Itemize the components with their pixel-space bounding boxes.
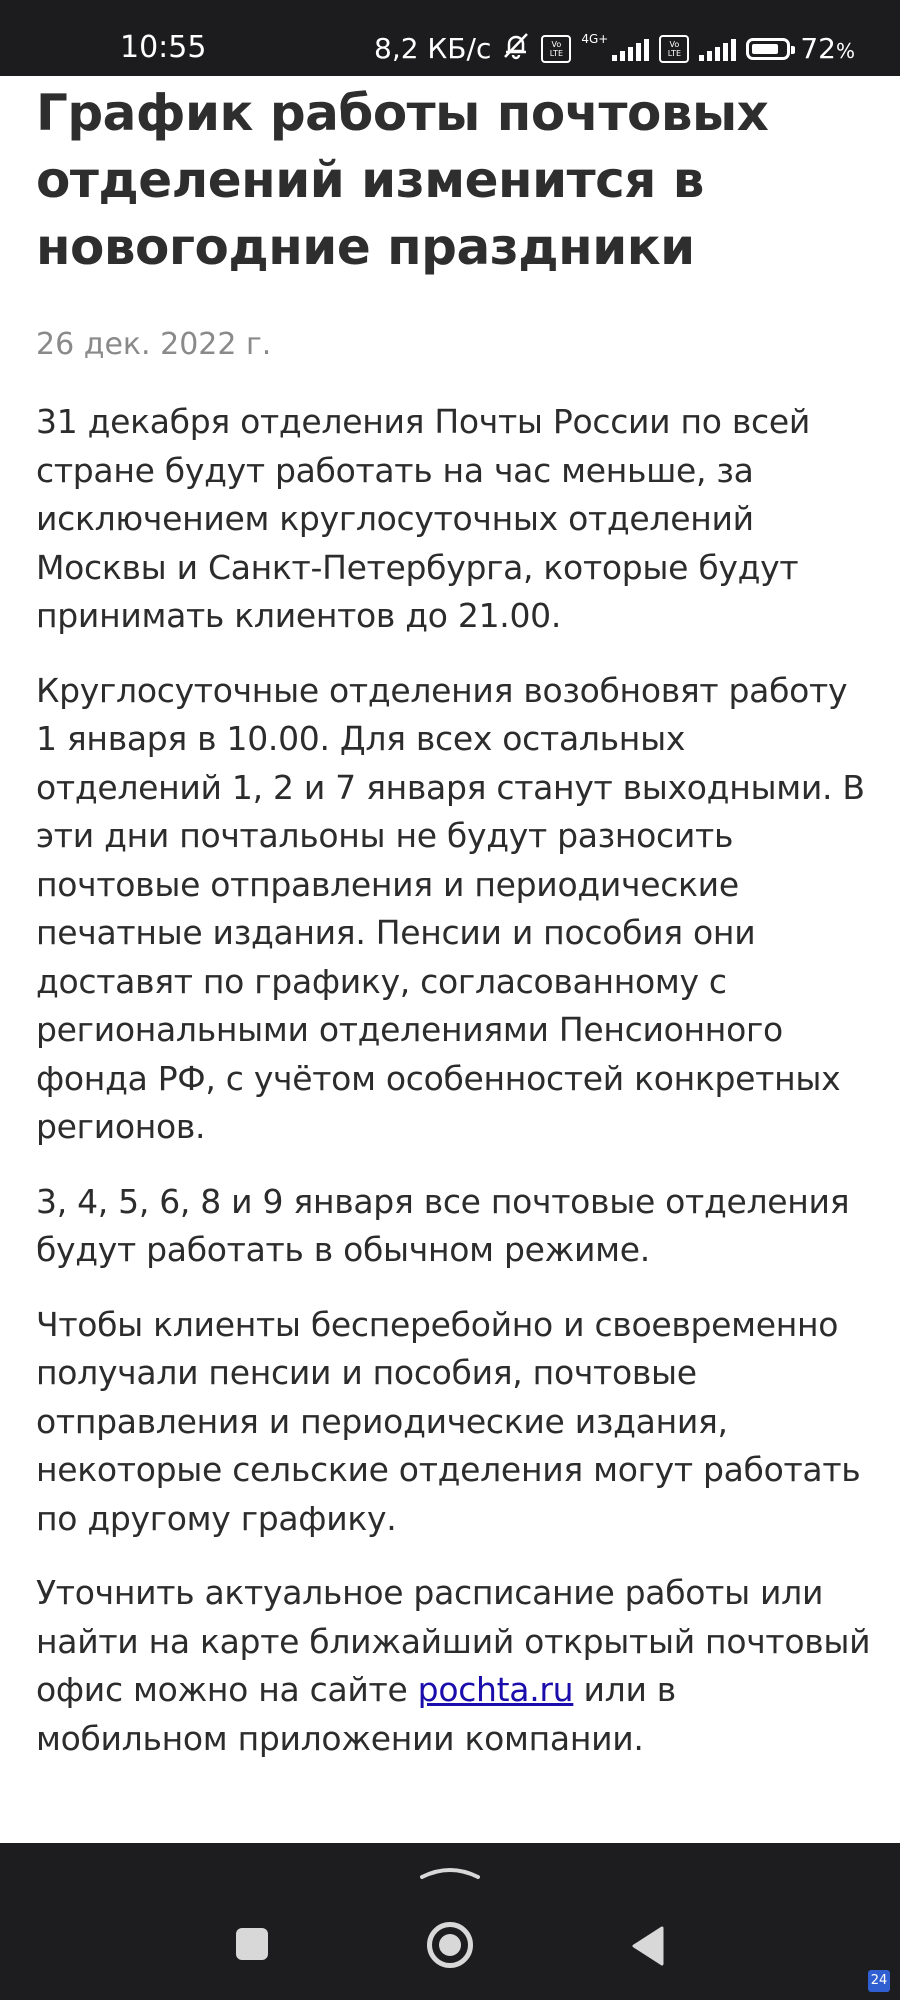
battery-icon bbox=[746, 38, 790, 60]
status-time: 10:55 bbox=[120, 30, 207, 65]
corner-badge: 24 bbox=[868, 1970, 890, 1992]
article-paragraph-last bbox=[36, 1569, 876, 1763]
article bbox=[36, 76, 876, 1763]
article-paragraph: 31 декабря отделения Почты России по всей стране будут работать на час меньше, за исключением круглосуточных отделений Москвы и Санкт-Петербурга, которые будут принимать клиентов до 21.00. bbox=[36, 402, 811, 635]
pochta-link[interactable]: pochta.ru bbox=[417, 1670, 574, 1709]
article-paragraph: Чтобы клиенты бесперебойно и своевременно получали пенсии и пособия, почтовые отправления и периодические издания, некоторые сельские отделения могут работать по другому графику. bbox=[36, 1304, 861, 1538]
paragraph-text: Уточнить актуальное расписание работы или найти на карте ближайший открытый почтовый офис можно на сайте bbox=[36, 1573, 871, 1709]
status-bar bbox=[0, 0, 900, 76]
article-date: 26 дек. 2022 г. bbox=[36, 327, 272, 362]
net-speed: 8,2 КБ/с bbox=[374, 32, 492, 65]
signal-icon bbox=[699, 37, 736, 61]
home-icon[interactable] bbox=[427, 1922, 473, 1968]
back-icon[interactable] bbox=[630, 1926, 664, 1970]
signal-icon bbox=[612, 37, 649, 61]
recent-apps-icon[interactable] bbox=[236, 1928, 268, 1960]
network-type: 4G+ bbox=[581, 31, 609, 46]
battery-level: 72% bbox=[800, 32, 856, 65]
status-indicators bbox=[374, 30, 855, 67]
mute-bell-icon bbox=[501, 30, 531, 67]
chevron-up-icon[interactable] bbox=[420, 1861, 480, 1885]
paragraph-text: или в мобильном приложении компании. bbox=[36, 1670, 676, 1758]
article-title: График работы почтовых отделений изменится в новогодние праздники bbox=[36, 84, 769, 276]
article-paragraph: Круглосуточные отделения возобновят работу 1 января в 10.00. Для всех остальных отделений 1, 2 и 7 января станут выходными. В эти дни почтальоны не будут разносить почтовые отправления и периодические печатные издания. Пенсии и пособия они доставят по графику, согласованному с региональными отделениями Пенсионного фонда РФ, с учётом особенностей конкретных регионов. bbox=[36, 670, 865, 1146]
volte-icon: Vo LTE bbox=[659, 35, 689, 63]
volte-icon: Vo LTE bbox=[541, 35, 571, 63]
article-paragraph: 3, 4, 5, 6, 8 и 9 января все почтовые отделения будут работать в обычном режиме. bbox=[36, 1181, 850, 1269]
